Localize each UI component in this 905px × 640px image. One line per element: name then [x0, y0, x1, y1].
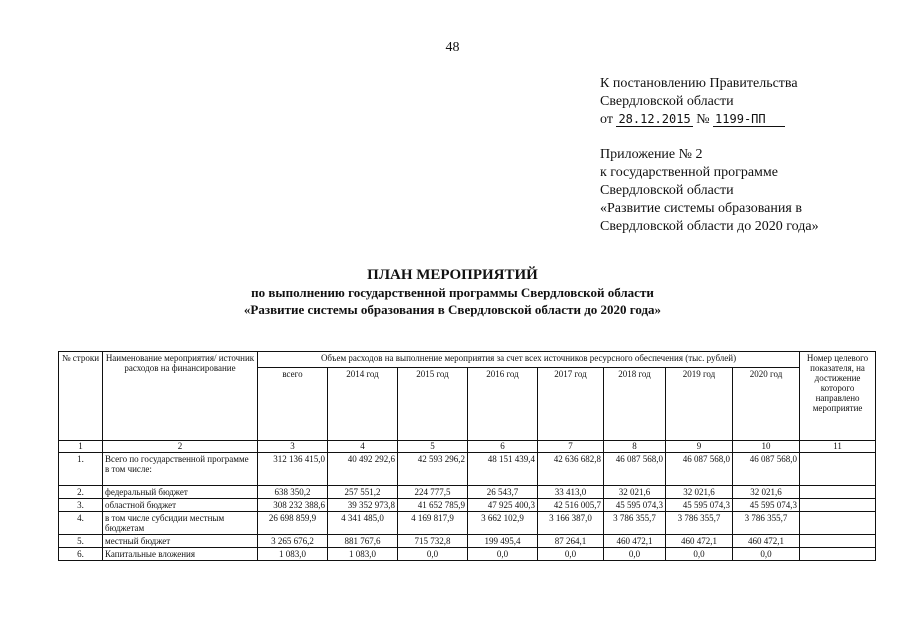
row-number: 6.: [59, 548, 103, 561]
row-value: 4 341 485,0: [328, 512, 398, 535]
column-number: 8: [604, 441, 666, 453]
row-value: 1 083,0: [258, 548, 328, 561]
row-value: 45 595 074,3: [733, 499, 800, 512]
row-value: 26 698 859,9: [258, 512, 328, 535]
decree-number-sign: №: [696, 112, 710, 127]
row-value: 3 786 355,7: [666, 512, 733, 535]
row-value: 308 232 388,6: [258, 499, 328, 512]
row-value: 312 136 415,0: [258, 453, 328, 486]
row-target: [800, 512, 876, 535]
header-year: всего: [258, 368, 328, 441]
row-value: 0,0: [666, 548, 733, 561]
column-number: 10: [733, 441, 800, 453]
row-value: 47 925 400,3: [468, 499, 538, 512]
table-row: [59, 548, 876, 561]
column-number: 6: [468, 441, 538, 453]
row-value: 0,0: [538, 548, 604, 561]
row-target: [800, 486, 876, 499]
title-line-3: «Развитие системы образования в Свердловской области до 2020 года»: [243, 302, 662, 317]
header-volume: Объем расходов на выполнение мероприятия за счет всех источников ресурсного обеспечения (тыс. рублей): [258, 352, 800, 368]
row-value: 32 021,6: [666, 486, 733, 499]
row-value: 42 636 682,8: [538, 453, 604, 486]
column-number: 11: [800, 441, 876, 453]
row-value: 45 595 074,3: [604, 499, 666, 512]
row-value: 3 166 387,0: [538, 512, 604, 535]
header-year: 2020 год: [733, 368, 800, 441]
table-row: [59, 499, 876, 512]
row-value: 0,0: [604, 548, 666, 561]
row-value: 224 777,5: [398, 486, 468, 499]
row-value: 41 652 785,9: [398, 499, 468, 512]
column-number: 4: [328, 441, 398, 453]
row-target: [800, 453, 876, 486]
row-value: 32 021,6: [733, 486, 800, 499]
row-number: 1.: [59, 453, 103, 486]
appendix-line: Свердловской области: [600, 183, 734, 198]
row-value: 48 151 439,4: [468, 453, 538, 486]
header-year: 2017 год: [538, 368, 604, 441]
row-value: 87 264,1: [538, 535, 604, 548]
row-name: областной бюджет: [103, 499, 258, 512]
row-number: 4.: [59, 512, 103, 535]
decree-reference: [600, 75, 798, 129]
document-title: [0, 266, 905, 318]
header-year: 2016 год: [468, 368, 538, 441]
row-value: 1 083,0: [328, 548, 398, 561]
row-name: Капитальные вложения: [103, 548, 258, 561]
row-number: 2.: [59, 486, 103, 499]
row-value: 26 543,7: [468, 486, 538, 499]
plan-table: [58, 351, 876, 561]
row-target: [800, 499, 876, 512]
column-number: 9: [666, 441, 733, 453]
row-value: 0,0: [468, 548, 538, 561]
table-row: [59, 512, 876, 535]
row-number: 5.: [59, 535, 103, 548]
row-value: 4 169 817,9: [398, 512, 468, 535]
row-value: 42 593 296,2: [398, 453, 468, 486]
row-value: 45 595 074,3: [666, 499, 733, 512]
row-value: 42 516 005,7: [538, 499, 604, 512]
decree-date-line: [600, 111, 798, 129]
table-row: [59, 535, 876, 548]
row-value: 39 352 973,8: [328, 499, 398, 512]
header-year: 2019 год: [666, 368, 733, 441]
appendix-line: «Развитие системы образования в: [600, 201, 802, 216]
page-number: 48: [445, 40, 460, 55]
row-value: 3 265 676,2: [258, 535, 328, 548]
header-name: Наименование мероприятия/ источник расходов на финансирование: [103, 352, 258, 441]
column-number: 5: [398, 441, 468, 453]
appendix-line: Свердловской области до 2020 года»: [600, 219, 819, 234]
row-target: [800, 548, 876, 561]
row-value: 460 472,1: [666, 535, 733, 548]
row-value: 0,0: [733, 548, 800, 561]
row-value: 638 350,2: [258, 486, 328, 499]
appendix-reference: [600, 146, 819, 236]
decree-from-label: от: [600, 112, 613, 127]
row-value: 46 087 568,0: [666, 453, 733, 486]
row-value: 3 786 355,7: [733, 512, 800, 535]
row-value: 0,0: [398, 548, 468, 561]
title-line-1: ПЛАН МЕРОПРИЯТИЙ: [367, 267, 538, 283]
header-year: 2014 год: [328, 368, 398, 441]
header-year: 2018 год: [604, 368, 666, 441]
column-number: 7: [538, 441, 604, 453]
row-name: местный бюджет: [103, 535, 258, 548]
decree-number: 1199-ПП: [713, 112, 785, 127]
row-name: Всего по государственной программе в том числе:: [103, 453, 258, 486]
row-target: [800, 535, 876, 548]
decree-date: 28.12.2015: [618, 112, 691, 126]
appendix-line: Приложение № 2: [600, 147, 703, 162]
decree-line-1: К постановлению Правительства: [600, 76, 798, 91]
row-value: 460 472,1: [604, 535, 666, 548]
title-line-2: по выполнению государственной программы Свердловской области: [251, 285, 654, 300]
row-value: 199 495,4: [468, 535, 538, 548]
column-number: 3: [258, 441, 328, 453]
row-value: 32 021,6: [604, 486, 666, 499]
row-name: федеральный бюджет: [103, 486, 258, 499]
row-value: 40 492 292,6: [328, 453, 398, 486]
column-number: 2: [103, 441, 258, 453]
row-value: 460 472,1: [733, 535, 800, 548]
decree-line-2: Свердловской области: [600, 94, 734, 109]
row-value: 715 732,8: [398, 535, 468, 548]
row-value: 3 662 102,9: [468, 512, 538, 535]
appendix-line: к государственной программе: [600, 165, 778, 180]
row-name: в том числе субсидии местным бюджетам: [103, 512, 258, 535]
row-value: 46 087 568,0: [604, 453, 666, 486]
row-value: 881 767,6: [328, 535, 398, 548]
row-value: 46 087 568,0: [733, 453, 800, 486]
row-number: 3.: [59, 499, 103, 512]
column-number: 1: [59, 441, 103, 453]
column-number-row: [59, 441, 876, 453]
header-target-indicator: Номер целевого показателя, на достижение которого направлено мероприятие: [800, 352, 876, 441]
row-value: 257 551,2: [328, 486, 398, 499]
header-row-number: № строки: [59, 352, 103, 441]
header-year: 2015 год: [398, 368, 468, 441]
row-value: 3 786 355,7: [604, 512, 666, 535]
table-row: [59, 453, 876, 486]
table-row: [59, 486, 876, 499]
row-value: 33 413,0: [538, 486, 604, 499]
